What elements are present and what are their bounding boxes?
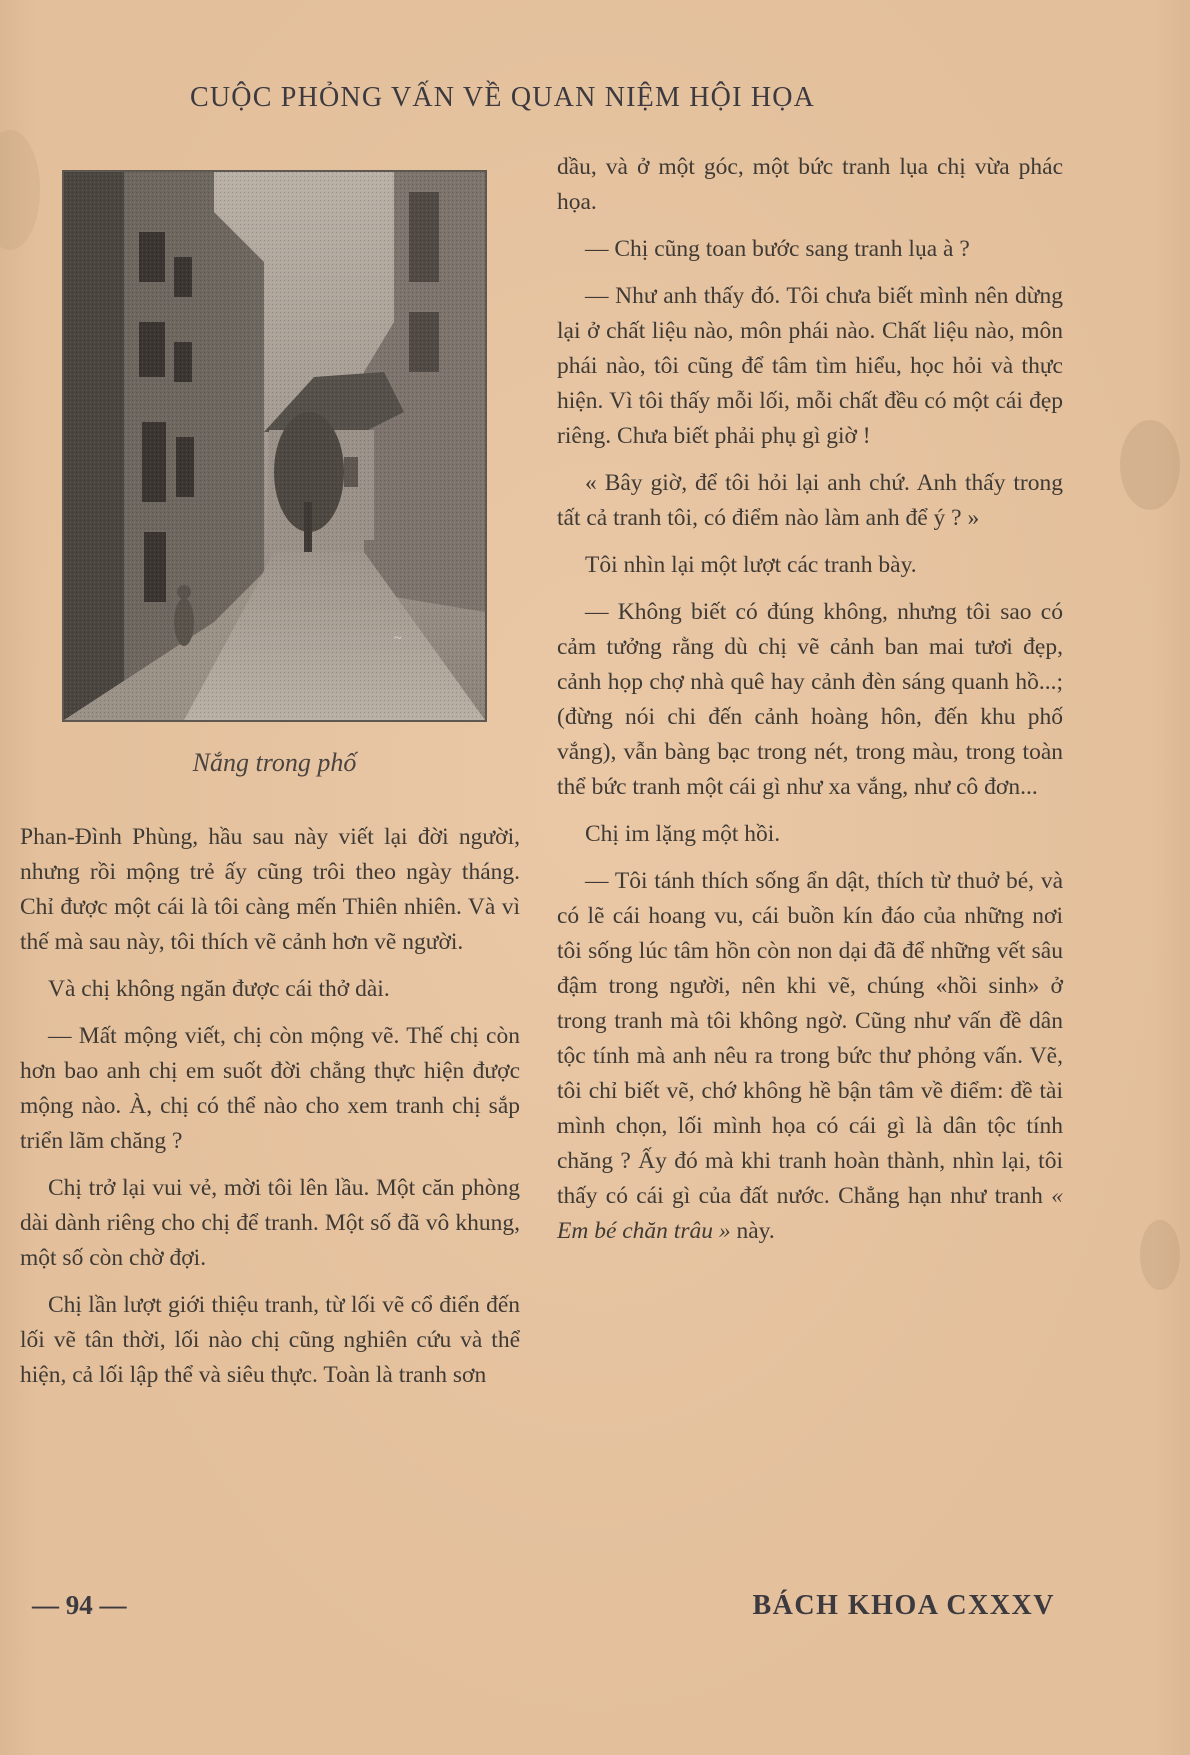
journal-name: BÁCH KHOA CXXXV <box>752 1590 1055 1621</box>
paragraph: Phan-Đình Phùng, hầu sau này viết lại đời người, nhưng rồi mộng trẻ ấy cũng trôi theo ngày tháng. Chỉ được một cái là tôi càng mến Thiên nhiên. Và vì thế mà sau này, tôi thích vẽ cảnh hơn vẽ người. <box>20 824 520 955</box>
paragraph: — Không biết có đúng không, nhưng tôi sao có cảm tưởng rằng dù chị vẽ cảnh ban mai tươi đẹp, cảnh họp chợ nhà quê hay cảnh đèn sáng quanh hồ...; (đừng nói chi đến cảnh hoàng hôn, đến khu phố vắng), vẫn bàng bạc trong nét, trong màu, trong toàn thể bức tranh một cái gì như xa vắng, như cô đơn... <box>557 599 1063 800</box>
paragraph: — Như anh thấy đó. Tôi chưa biết mình nên dừng lại ở chất liệu nào, môn phái nào. Chất liệu nào, môn phái nào, tôi cũng để tâm tìm hiểu, học hỏi và thực hiện. Vì tôi thấy mỗi lối, mỗi chất đều có một cái đẹp riêng. Chưa biết phải phụ gì giờ ! <box>557 283 1063 449</box>
paper-stain <box>0 130 40 250</box>
paragraph-final <box>557 864 1063 1249</box>
paper-stain <box>1120 420 1180 510</box>
paragraph: Tôi nhìn lại một lượt các tranh bày. <box>585 552 917 578</box>
paragraph: — Chị cũng toan bước sang tranh lụa à ? <box>585 236 970 262</box>
street-photograph <box>62 170 487 722</box>
paragraph: Chị im lặng một hồi. <box>585 821 781 847</box>
paragraph: Chị trở lại vui vẻ, mời tôi lên lầu. Một căn phòng dài dành riêng cho chị để tranh. Một số đã vô khung, một số còn chờ đợi. <box>20 1175 520 1271</box>
street-scene-image <box>64 172 485 720</box>
paragraph: — Mất mộng viết, chị còn mộng vẽ. Thế chị còn hơn bao anh chị em suốt đời chẳng thực hiện được mộng nào. À, chị có thể nào cho xem tranh chị sắp triển lãm chăng ? <box>20 1023 520 1154</box>
paragraph: « Bây giờ, để tôi hỏi lại anh chứ. Anh thấy trong tất cả tranh tôi, có điểm nào làm anh để ý ? » <box>557 470 1063 531</box>
paragraph-text: — Tôi tánh thích sống ẩn dật, thích từ thuở bé, và có lẽ cái hoang vu, cái buồn kín đáo của những nơi tôi sống lúc tâm hồn còn non dại đã để những vết sâu đậm trong người, nên khi vẽ, chúng «hồi sinh» ở trong tranh mà tôi không ngờ. Cũng như vấn đề dân tộc tính mà anh nêu ra trong bức thư phỏng vấn. Vẽ, tôi chỉ biết vẽ, chớ không hề bận tâm về điểm: đề tài mình chọn, lối mình họa có cái gì là dân tộc tính chăng ? Ấy đó mà khi tranh hoàn thành, nhìn lại, tôi thấy có cái gì của đất nước. Chẳng hạn như tranh <box>557 868 1063 1209</box>
paragraph: dầu, và ở một góc, một bức tranh lụa chị vừa phác họa. <box>557 154 1063 215</box>
right-column <box>557 150 1063 1261</box>
paragraph-tail: này. <box>730 1218 775 1244</box>
page-number: — 94 — <box>32 1590 127 1620</box>
painting-title: « Em bé chăn trâu » <box>557 1183 1064 1244</box>
paragraph: Và chị không ngăn được cái thở dài. <box>48 976 390 1002</box>
left-column <box>20 820 520 1405</box>
paper-stain <box>1140 1220 1180 1290</box>
photo-caption: Nắng trong phố <box>192 748 357 777</box>
running-head: CUỘC PHỎNG VẤN VỀ QUAN NIỆM HỘI HỌA <box>190 82 816 113</box>
paragraph: Chị lần lượt giới thiệu tranh, từ lối vẽ cổ điển đến lối vẽ tân thời, lối nào chị cũng nghiên cứu và thể hiện, cả lối lập thể và siêu thực. Toàn là tranh sơn <box>20 1292 520 1388</box>
